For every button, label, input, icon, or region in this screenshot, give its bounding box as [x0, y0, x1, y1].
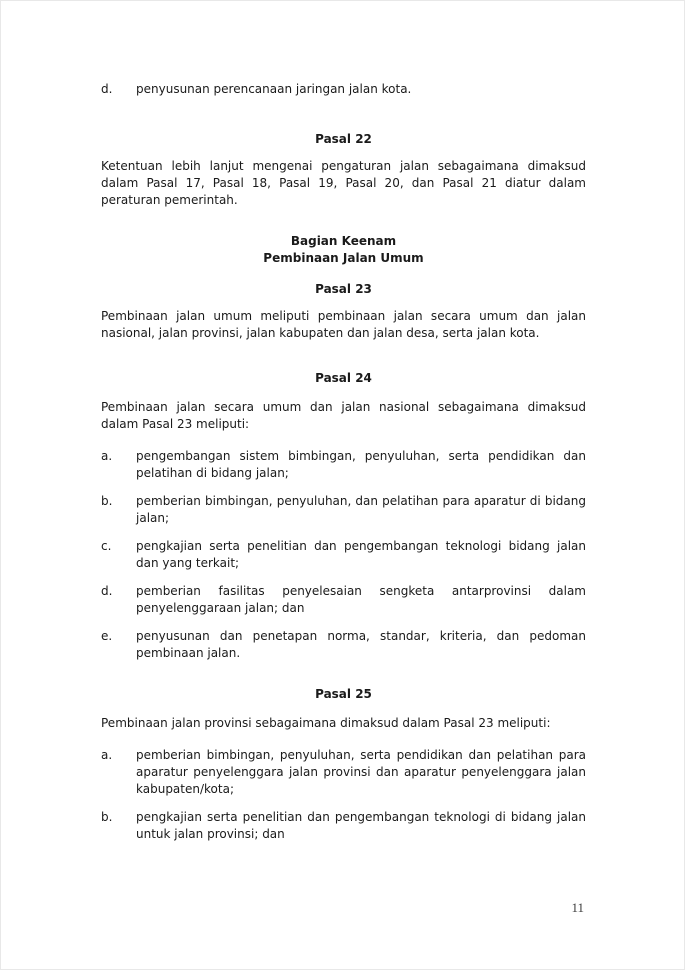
- list-item-label: c.: [101, 539, 112, 553]
- list-item-label: b.: [101, 494, 113, 508]
- list-item-text: penyusunan dan penetapan norma, standar, kriteria, dan pedoman pembinaan jalan.: [136, 629, 586, 660]
- document-content: [101, 81, 586, 854]
- list-item-text: pengkajian serta penelitian dan pengembangan teknologi di bidang jalan untuk jalan provinsi; dan: [136, 810, 586, 841]
- list-item: [101, 628, 586, 662]
- list-item-text: pemberian bimbingan, penyuluhan, serta pendidikan dan pelatihan para aparatur penyelenggara jalan provinsi dan aparatur penyelenggara jalan kabupaten/kota;: [136, 748, 586, 796]
- section-heading-line2: Pembinaan Jalan Umum: [263, 251, 424, 265]
- list-item-text: pemberian bimbingan, penyuluhan, dan pelatihan para aparatur di bidang jalan;: [136, 494, 586, 525]
- list-item: [101, 538, 586, 572]
- list-item-text: pemberian fasilitas penyelesaian sengketa antarprovinsi dalam penyelenggaraan jalan; dan: [136, 584, 586, 615]
- list-item-text: pengembangan sistem bimbingan, penyuluhan, serta pendidikan dan pelatihan di bidang jalan;: [136, 449, 586, 480]
- list-item: [101, 583, 586, 617]
- list-item-label: e.: [101, 629, 113, 643]
- paragraph-pasal-24-intro: Pembinaan jalan secara umum dan jalan nasional sebagaimana dimaksud dalam Pasal 23 meliputi:: [101, 400, 586, 431]
- heading-pasal-25: Pasal 25: [315, 687, 372, 701]
- list-pasal-25: [101, 747, 586, 843]
- paragraph-pasal-25-intro: Pembinaan jalan provinsi sebagaimana dimaksud dalam Pasal 23 meliputi:: [101, 716, 551, 730]
- list-item-text: penyusunan perencanaan jaringan jalan kota.: [136, 82, 412, 96]
- list-item: [101, 448, 586, 482]
- list-item-label: d.: [101, 82, 113, 96]
- list-item: [101, 747, 586, 798]
- section-heading-bagian-keenam: [101, 233, 586, 267]
- heading-pasal-22: Pasal 22: [315, 132, 372, 146]
- heading-pasal-24: Pasal 24: [315, 371, 372, 385]
- heading-pasal-23: Pasal 23: [315, 282, 372, 296]
- list-item-label: d.: [101, 584, 113, 598]
- list-item: [101, 493, 586, 527]
- list-item: [101, 81, 586, 98]
- list-item-label: a.: [101, 449, 113, 463]
- list-pasal-24: [101, 448, 586, 662]
- paragraph-pasal-23: Pembinaan jalan umum meliputi pembinaan jalan secara umum dan jalan nasional, jalan provinsi, jalan kabupaten dan jalan desa, serta jalan kota.: [101, 309, 586, 340]
- list-item-label: b.: [101, 810, 113, 824]
- paragraph-pasal-22: Ketentuan lebih lanjut mengenai pengaturan jalan sebagaimana dimaksud dalam Pasal 17, Pasal 18, Pasal 19, Pasal 20, dan Pasal 21 diatur dalam peraturan pemerintah.: [101, 159, 586, 207]
- list-item-text: pengkajian serta penelitian dan pengembangan teknologi bidang jalan dan yang terkait;: [136, 539, 586, 570]
- list-item-label: a.: [101, 748, 113, 762]
- list-item: [101, 809, 586, 843]
- page-number: 11: [571, 900, 584, 915]
- section-heading-line1: Bagian Keenam: [290, 234, 397, 248]
